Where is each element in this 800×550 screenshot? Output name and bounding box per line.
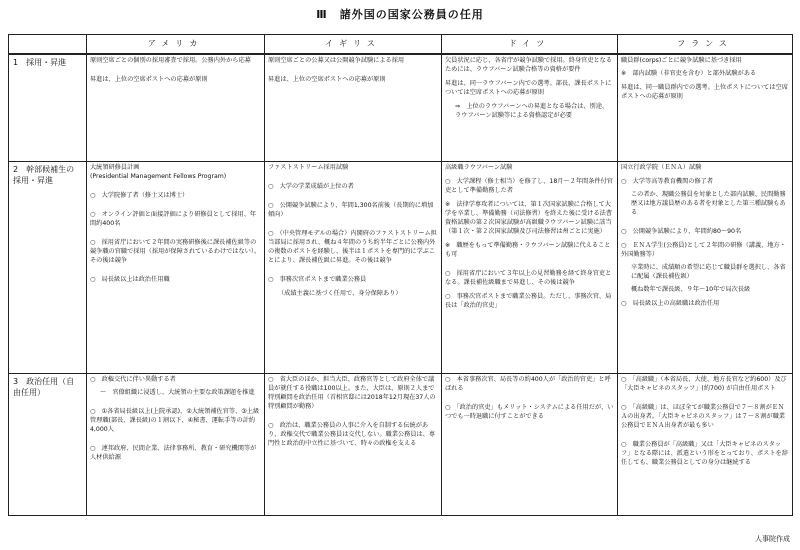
header-row <box>9 35 793 55</box>
cell-usa <box>87 374 265 516</box>
cell-germany <box>442 374 618 516</box>
cell-text: ○ ＥＮＡ学生(公務員)として２年間の研修（講義、地方・外国勤務等） <box>621 241 786 258</box>
row-label: 2 幹部候補生の採用・昇進 <box>9 162 87 374</box>
cell-germany <box>442 162 618 374</box>
cell-text: ○ 事務次官ポストまで職業公務員。ただし、事務次官、局長は「政治的官吏」 <box>445 292 612 309</box>
cell-text: ※ 部内試験（非官吏を含む）と部外試験がある <box>621 69 757 77</box>
cell-germany <box>442 54 618 162</box>
table-row <box>9 162 793 374</box>
cell-text: ○ （中央管理モデルの場合）内閣府のファストストリーム担当部局に採用され、概ね４年間のうち約半年ごとに公務内外の複数のポストを経験し、後半は１ポストを専門的に学ぶことにより、課長補佐級に昇進。その後は競争 <box>268 229 437 264</box>
cell-text: ○ 採用省庁において２年間の実務研修後に課長補佐級等の競争職の官職で採用（採用が保障されているわけではない）。その後は競争 <box>90 238 261 264</box>
cell-text: ⇒ 上位のラウフバーンへの昇進となる場合は、別途、ラウフバーン試験等による資格認定が必要 <box>455 102 609 119</box>
table-row <box>9 54 793 162</box>
cell-text: ※ 職歴をもって準備勤務・ラウフバーン試験に代えることも可 <box>445 241 611 258</box>
cell-text: ○ 職業公務員が「高級職」又は「大臣キャビネのスタッフ」となる際には、派遣という形をとっており、ポストを辞任しても、職業公務員としての身分は継続する <box>621 440 788 466</box>
comparison-table <box>8 34 793 516</box>
page-title: Ⅲ 諸外国の国家公務員の任用 <box>316 8 484 21</box>
cell-text: ○ 公開競争試験により、年間1,300名前後（長期的に増加傾向） <box>268 201 434 218</box>
cell-text: ○ 省大臣のほか、担当大臣、政務官等として政府全体で議員が就任する役職は100以上。また、大臣は、原則２人まで特別顧問を政治任用（首相官邸には2018年12月現在37人の特別顧問が勤務） <box>268 376 436 410</box>
col-header-france: フランス <box>618 35 793 55</box>
cell-text: ○ 「政治的官吏」もメリット・システムによる任用だが、いつでも一時退職に付すことができる <box>445 403 614 420</box>
cell-text: 欠員状況に応じ、各省庁が競争試験で採用。終身官吏となるためには、ラウフバーン試験合格等の資格が要件 <box>445 57 613 73</box>
cell-france <box>618 162 793 374</box>
cell-text: ファストストリーム採用試験 <box>268 164 349 171</box>
cell-uk <box>265 54 442 162</box>
cell-text: ○ ①各省局長級以上(上院承認)、②大統領補佐官等、③上級管理職(部長、課長級)の１割以下、④秘書、運転手等の計約4,000人 <box>90 407 260 433</box>
cell-uk <box>265 374 442 516</box>
cell-france <box>618 54 793 162</box>
cell-text: ○ 採用省庁において３年以上の見習勤務を経て終身官吏となる。課長補佐級職まで昇進し、その後は競争 <box>445 269 612 286</box>
cell-text: ○ 連邦政府、民間企業、法律事務所、教育・研究機関等が人材供給源 <box>90 444 257 461</box>
cell-text: ○ 大学等高等教育機関の修了者 <box>621 177 714 185</box>
cell-text: 原則空席ごとの個別の採用審査で採用。公務内外から応募 <box>90 57 251 64</box>
cell-text: この者か、現職公務員を対象とした部内試験、民間勤務歴又は地方議員歴のある者を対象とした第三種試験もある <box>631 190 786 216</box>
cell-text: ○ 政治は、職業公務員の人事に介入を自制する伝統があり、政権交代で職業公務員は交代しない。職業公務員は、専門性と政治的中立性に基づいて、時々の政権を支える <box>268 421 436 447</box>
cell-text: ○ 大学の学業成績が上位の者 <box>268 182 354 190</box>
cell-text: ○ 大学課程（修士相当）を修了し、18月～２年間条件付官吏として準備勤務した者 <box>445 177 613 194</box>
cell-text: ○ 「高級職」は、ほぼ全てが職業公務員で７～８割がＥＮＡの出身者。「大臣キャビネのスタッフ」は７～８割が職業公務員でＥＮＡ出身者が最も多い <box>621 403 785 429</box>
cell-text: ※ 法律学専攻者については、第１次国家試験に合格して大学を卒業し、準備勤務（司法修習）を終えた後に受ける法曹資格試験の第２次国家試験が高級職ラウフバーン試験に該当（第１次・第２次国家試験及び司法修習は州ごとに実施） <box>445 200 613 235</box>
cell-text: (Presidential Management Fellows Program) <box>90 172 227 180</box>
cell-text: 昇進は、同一職員群内での選考。上位ポストについては空席ポストへの応募が原則 <box>621 83 788 100</box>
cell-france <box>618 374 793 516</box>
cell-text: ○ 局長級以上は政治任用職 <box>90 275 170 283</box>
cell-text: ○ 政権交代に伴い異動する者 <box>90 376 176 383</box>
cell-text: ○ 局長級以上の高級職は政治任用 <box>621 299 720 307</box>
cell-text: 昇進は、同一ラウフバーン内での選考。部長、課長ポストについては空席ポストへの応募が原則 <box>445 79 612 96</box>
cell-text: ○ 公開競争試験により、年間約80～90名 <box>621 227 742 235</box>
footer-credit: 人事院作成 <box>755 535 790 543</box>
cell-text: ○ 「高級職」（本省局長、大使、地方長官など約600）及び「大臣キャビネのスタッフ」(約700) が自由任用ポスト <box>621 376 787 392</box>
table-row <box>9 374 793 516</box>
cell-text: 概ね数年で課長級、９年～10年で局次長級 <box>631 285 751 293</box>
cell-text: ○ 大学院修了者（修士又は博士） <box>90 191 189 199</box>
cell-text: ○ 事務次官ポストまで職業公務員 <box>268 275 367 283</box>
cell-text: 職員群(corps)ごとに競争試験に基づき採用 <box>621 57 742 64</box>
row-label: 3 政治任用（自由任用） <box>9 374 87 516</box>
cell-text: ～ 官僚組織に浸透し、大統領の主要な政策課題を推進 <box>100 388 255 396</box>
cell-text: 昇進は、上位の空席ポストへの応募が原則 <box>268 75 386 83</box>
cell-text: 高級職ラウフバーン試験 <box>445 164 513 171</box>
cell-usa <box>87 54 265 162</box>
cell-text: 原則空席ごとの公募又は公開競争試験による採用 <box>268 57 405 64</box>
col-header-usa: アメリカ <box>87 35 265 55</box>
cell-text: （成績主義に基づく任用で、身分保障あり） <box>278 289 402 297</box>
col-header-uk: イギリス <box>265 35 442 55</box>
cell-text: 国立行政学院（ＥＮＡ）試験 <box>621 164 702 171</box>
cell-text: 大統領研修員計画 <box>90 164 140 171</box>
cell-usa <box>87 162 265 374</box>
cell-text: 卒業時に、成績順の希望に応じて職員群を選択し、各省に配属（課長補佐級） <box>631 263 786 280</box>
cell-text: 昇進は、上位の空席ポストへの応募が原則 <box>90 75 208 83</box>
col-header-germany: ドイツ <box>442 35 618 55</box>
cell-text: ○ 本省事務次官、局長等の約400人が「政治的官吏」と呼ばれる <box>445 376 611 392</box>
cell-text: ○ オンライン評価と面接評価により研修員として採用、年間約400名 <box>90 210 257 227</box>
corner-cell <box>9 35 87 55</box>
cell-uk <box>265 162 442 374</box>
row-label: 1 採用・昇進 <box>9 54 87 162</box>
